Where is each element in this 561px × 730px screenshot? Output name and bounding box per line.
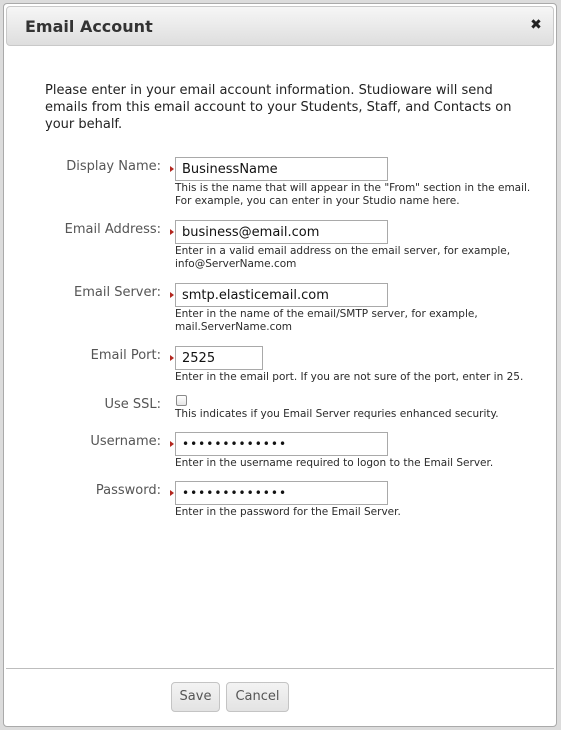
email-port-label: Email Port: <box>90 348 161 363</box>
email-address-input[interactable] <box>175 220 388 244</box>
username-label: Username: <box>90 434 161 449</box>
use-ssl-label: Use SSL: <box>104 397 161 412</box>
required-marker-icon <box>170 166 174 172</box>
email-server-help: Enter in the name of the email/SMTP server, for example, mail.ServerName.com <box>175 308 478 333</box>
intro-text: Please enter in your email account information. Studioware will send emails from this email account to your Students, Staff, and Contacts on your behalf. <box>45 83 512 132</box>
email-port-help: Enter in the email port. If you are not sure of the port, enter in 25. <box>175 371 524 383</box>
username-help: Enter in the username required to logon to the Email Server. <box>175 457 494 469</box>
email-address-help: Enter in a valid email address on the email server, for example, info@ServerName.com <box>175 245 511 270</box>
required-marker-icon <box>170 292 174 298</box>
use-ssl-checkbox[interactable] <box>176 395 187 406</box>
display-name-label: Display Name: <box>66 159 161 174</box>
required-marker-icon <box>170 355 174 361</box>
use-ssl-help: This indicates if you Email Server requries enhanced security. <box>175 408 499 420</box>
email-server-input[interactable] <box>175 283 388 307</box>
password-help: Enter in the password for the Email Server. <box>175 506 401 518</box>
required-marker-icon <box>170 441 174 447</box>
cancel-button[interactable]: Cancel <box>226 682 289 712</box>
dialog-title: Email Account <box>25 17 153 36</box>
close-icon[interactable]: ✖ <box>530 17 542 33</box>
password-input[interactable] <box>175 481 388 505</box>
email-port-input[interactable] <box>175 346 263 370</box>
required-marker-icon <box>170 490 174 496</box>
required-marker-icon <box>170 229 174 235</box>
username-input[interactable] <box>175 432 388 456</box>
display-name-input[interactable] <box>175 157 388 181</box>
email-account-dialog <box>3 3 557 727</box>
footer-divider <box>6 668 554 669</box>
display-name-help: This is the name that will appear in the "From" section in the email. For example, you can enter in your Studio name here. <box>175 182 531 207</box>
email-address-label: Email Address: <box>64 222 161 237</box>
dialog-titlebar <box>6 6 554 46</box>
password-label: Password: <box>95 483 161 498</box>
email-server-label: Email Server: <box>74 285 161 300</box>
save-button[interactable]: Save <box>171 682 220 712</box>
